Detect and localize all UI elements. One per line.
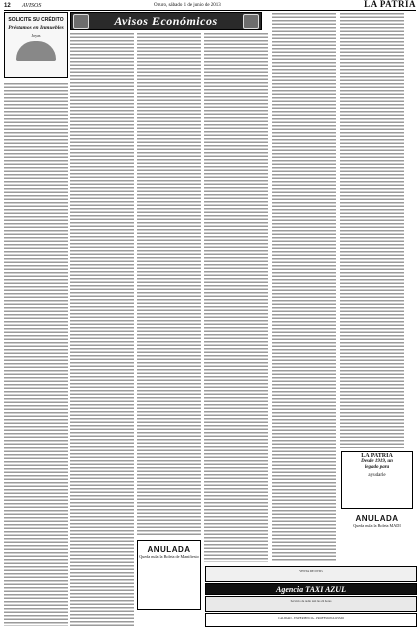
annulled-notice-ad: [137, 540, 201, 610]
page-number: 12: [4, 3, 11, 9]
classifieds-banner: [70, 12, 262, 30]
page-header: [4, 2, 416, 11]
quality-ad-text: CALIDAD - EXPERIENCIA - PROFESIONALISMO: [278, 616, 344, 620]
anulada-heading-2: ANULADA: [355, 514, 399, 523]
anulada-text-2: Queda nula la Boleta MADI: [353, 523, 401, 528]
taxi-ad-title: Agencia TAXI AZUL: [276, 585, 346, 594]
loan-promo-ad: [4, 12, 68, 78]
quality-ad: [205, 613, 417, 627]
taxi-ad-banner: [205, 583, 417, 595]
hand-icon: [243, 14, 259, 29]
anulada-heading: ANULADA: [147, 545, 191, 554]
issue-date: Oruro, sábado 1 de junio de 2013: [154, 3, 221, 8]
classified-text-block: [272, 12, 336, 562]
dvd-sale-ad: [205, 566, 417, 582]
column-3: [137, 32, 201, 537]
la-patria-promo: [341, 451, 413, 509]
dvd-ad-text: VENTA DE DVD's: [299, 569, 323, 573]
promo-line-1: SOLICITE SU CRÉDITO: [8, 17, 64, 23]
la-patria-line-3: ayudarle: [368, 473, 386, 478]
promo-line-3: Joyas: [31, 33, 41, 38]
column-4: [204, 32, 268, 562]
la-patria-title: LA PATRIA: [361, 453, 393, 459]
newspaper-logo: LA PATRIA: [364, 0, 416, 9]
classified-text-block: [204, 32, 268, 562]
taxi-ad-details: [205, 596, 417, 612]
taxi-ad-text: Servicio de radio taxi las 24 horas: [290, 599, 332, 603]
promo-line-2: Préstamos en Inmuebles: [8, 25, 64, 31]
classified-text-block: [4, 82, 68, 626]
classified-text-block: [137, 32, 201, 537]
column-6: [340, 12, 404, 448]
anulada-text: Queda nula la Boleta de Manifiesto: [139, 554, 199, 559]
jewelry-icon: [16, 41, 56, 61]
classified-text-block: [340, 12, 404, 448]
la-patria-line-1: Desde 1919, un: [361, 459, 393, 464]
column-2: [70, 32, 134, 628]
section-name: AVISOS: [22, 3, 42, 9]
column-1: [4, 12, 68, 626]
classified-text-block: [70, 32, 134, 628]
la-patria-line-2: legado para: [364, 465, 390, 470]
column-5: [272, 12, 336, 562]
banner-title: Avisos Económicos: [114, 14, 218, 28]
